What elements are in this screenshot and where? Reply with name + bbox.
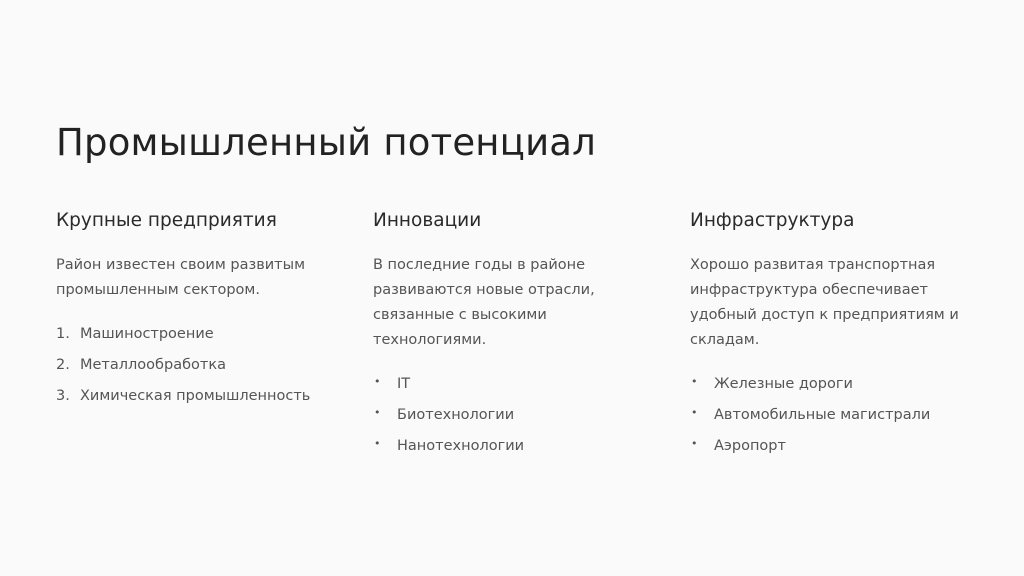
list-item: [690, 400, 980, 431]
list-item: [373, 431, 663, 462]
list-item-label: Металлообработка: [80, 357, 226, 373]
list-item: [690, 369, 980, 400]
list-item: [56, 350, 346, 381]
bullet-icon: •: [691, 375, 698, 388]
numbered-list: [56, 319, 346, 412]
bullet-icon: •: [374, 375, 381, 388]
bullet-icon: •: [691, 406, 698, 419]
list-item-label: Аэропорт: [714, 438, 786, 454]
list-item-label: Машиностроение: [80, 326, 214, 342]
column-heading: Инновации: [373, 210, 482, 231]
list-item: [373, 400, 663, 431]
column-heading: Крупные предприятия: [56, 210, 277, 231]
column-description: Район известен своим развитым промышленным сектором.: [56, 257, 306, 298]
column-heading: Инфраструктура: [690, 210, 855, 231]
bullet-icon: •: [374, 437, 381, 450]
list-item: [56, 381, 346, 412]
column-innovations: [373, 208, 663, 462]
bullet-icon: •: [691, 437, 698, 450]
list-item-label: Нанотехнологии: [397, 438, 525, 454]
list-number: 2.: [56, 357, 70, 373]
column-infrastructure: [690, 208, 980, 462]
column-description: В последние годы в районе развиваются новые отрасли, связанные с высокими технологиями.: [373, 257, 595, 348]
list-item-label: Автомобильные магистрали: [714, 407, 931, 423]
bulleted-list: [373, 369, 663, 462]
list-number: 3.: [56, 388, 70, 404]
list-item: [56, 319, 346, 350]
list-item-label: IT: [397, 376, 411, 392]
list-item: [373, 369, 663, 400]
slide-title: Промышленный потенциал: [56, 121, 597, 164]
list-item-label: Химическая промышленность: [80, 388, 311, 404]
list-number: 1.: [56, 326, 70, 342]
column-description: Хорошо развитая транспортная инфраструктура обеспечивает удобный доступ к предприятиям и складам.: [690, 257, 959, 348]
list-item-label: Биотехнологии: [397, 407, 515, 423]
column-large-enterprises: [56, 208, 346, 412]
list-item-label: Железные дороги: [714, 376, 853, 392]
list-item: [690, 431, 980, 462]
bulleted-list: [690, 369, 980, 462]
bullet-icon: •: [374, 406, 381, 419]
